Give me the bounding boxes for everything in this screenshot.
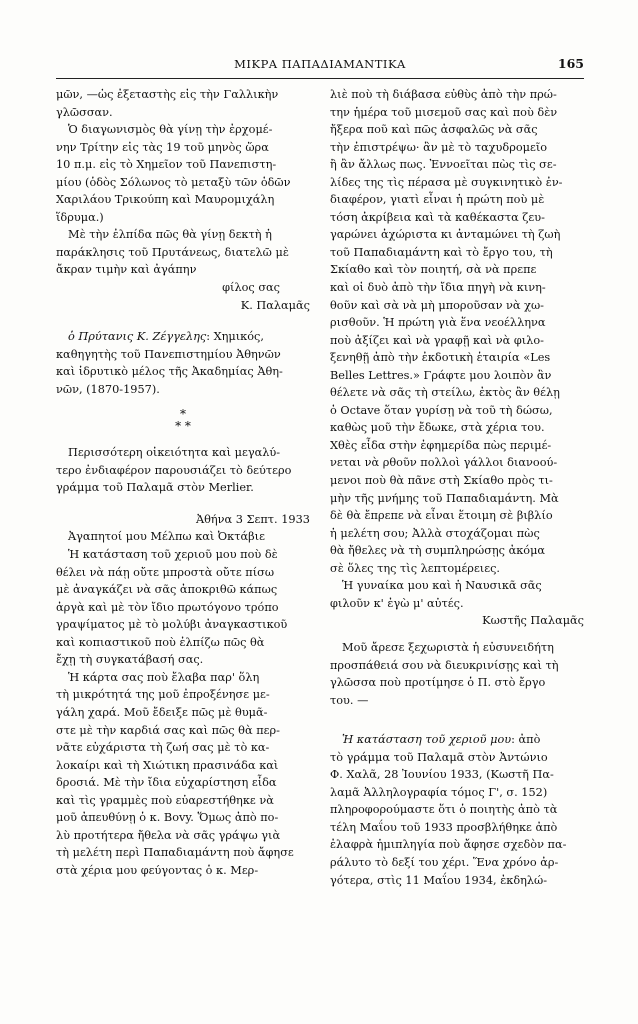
letter-signature: Κωστῆς Παλαμᾶς — [482, 614, 584, 628]
footnote-term: ὁ Πρύτανις Κ. Ζέγγελης — [68, 330, 207, 344]
footnote-line — [330, 731, 584, 749]
footnote-line: γότερα, στὶς 11 Μαΐου 1934, ἐκδηλώ- — [330, 873, 548, 887]
text-line: ἡ μελέτη σου; Ἀλλὰ στοχάζομαι πὼς — [330, 526, 540, 540]
text-line: θέλει νὰ πάῃ οὔτε μπροστὰ οὔτε πίσω — [56, 565, 275, 579]
text-line: γράμμα τοῦ Παλαμᾶ στὸν Merlier. — [56, 481, 254, 495]
footnote-term: Ἡ κατάσταση τοῦ χεριοῦ μου — [342, 733, 512, 747]
footnote-line: τέλη Μαΐου τοῦ 1933 προσβλήθηκε ἀπὸ — [330, 820, 558, 834]
running-header — [56, 57, 584, 73]
text-line: ἵδρυμα.) — [56, 210, 104, 224]
footnote-line: τὸ γράμμα τοῦ Παλαμᾶ στὸν Ἀντώνιο — [330, 750, 548, 764]
text-line: ξενηθῇ ἀπὸ τὴν ἐκδοτικὴ ἑταιρία «Les — [330, 351, 551, 365]
text-line: νην Τρίτην εἰς τὰς 19 τοῦ μηνὸς ὥρα — [56, 140, 269, 154]
text-line: διαφέρον, γιατὶ εἶναι ἡ πρώτη ποὺ μὲ — [330, 193, 545, 207]
running-title: ΜΙΚΡΑ ΠΑΠΑΔΙΑΜΑΝΤΙΚΑ — [234, 57, 406, 71]
separator-star: * — [180, 407, 186, 422]
text-line: Χαριλάου Τρικούπη καὶ Μαυρομιχάλη — [56, 193, 275, 207]
text-line: φιλοῦν κ' ἐγὼ μ' αὐτές. — [330, 596, 464, 610]
text-line: Ἀγαπητοί μου Μέλπω καὶ Ὀκτάβιε — [68, 530, 265, 544]
text-line: Belles Lettres.» Γράφτε μου λοιπὸν ἂν — [330, 368, 552, 382]
letter-signature: Κ. Παλαμᾶς — [240, 298, 310, 312]
footnote-line: ἐλαφρὰ ἡμιπληγία ποὺ ἄφησε σχεδὸν πα- — [330, 838, 567, 852]
text-line: Χθὲς εἶδα στὴν ἐφημερίδα πὼς περιμέ- — [330, 438, 552, 452]
footnote-line: λαμᾶ Ἀλληλογραφία τόμος Γ', σ. 152) — [330, 785, 548, 799]
text-line: ρισθοῦν. Ἡ πρώτη γιὰ ἕνα νεοέλληνα — [330, 316, 546, 330]
text-line: μενοι ποὺ θὰ πᾶνε στὴ Σκίαθο πρὸς τι- — [330, 474, 553, 488]
text-line: μῶν, —ὡς ἐξεταστὴς εἰς τὴν Γαλλικὴν — [56, 88, 279, 101]
text-line: μίου (ὁδὸς Σόλωνος τὸ μεταξὺ τῶν ὁδῶν — [56, 175, 291, 189]
text-line: τερο ἐνδιαφέρον παρουσιάζει τὸ δεύτερο — [56, 463, 292, 477]
text-line: γλῶσσα ποὺ προτίμησε ὁ Π. στὸ ἔργο — [330, 676, 546, 690]
footnote-line: ράλυτο τὸ δεξί του χέρι. Ἕνα χρόνο ἀρ- — [330, 855, 559, 869]
text-line: λοκαίρι καὶ τὴ Χιώτικη πρασινάδα καὶ — [56, 758, 279, 772]
text-line: τόση ἀκρίβεια καὶ τὰ καθέκαστα ζευ- — [330, 210, 545, 224]
text-line: Ἡ κατάσταση τοῦ χεριοῦ μου ποὺ δὲ — [68, 548, 278, 562]
text-line: Μοῦ ἄρεσε ξεχωριστὰ ἡ εὐσυνειδήτη — [342, 640, 554, 654]
text-line: νᾶτε εὐχάριστα τὴ ζωή σας μὲ τὸ κα- — [56, 741, 270, 755]
text-line: Σκίαθο καὶ τὸν ποιητή, σὰ νὰ πρεπε — [330, 263, 537, 277]
text-line: την ἡμέρα τοῦ μισεμοῦ σας καὶ ποὺ δὲν — [330, 105, 558, 119]
spacer — [56, 314, 310, 328]
left-column — [56, 86, 310, 879]
header-rule — [56, 78, 584, 79]
text-line: τὴ μικρότητά της μοῦ ἐπροξένησε με- — [56, 688, 270, 702]
text-line: του. — — [330, 693, 369, 707]
text-line: σὲ ὅλες της τὶς λεπτομέρειες. — [330, 561, 501, 575]
text-line: ἢ ἂν ἄλλως πως. Ἐννοεῖται πὼς τὶς σε- — [330, 158, 557, 172]
spacer — [330, 630, 584, 639]
page-number: 165 — [557, 56, 584, 71]
text-line: καὶ κοπιαστικοῦ ποὺ ἐλπίζω πῶς θὰ — [56, 635, 265, 649]
text-line: νεται νὰ ρθοῦν πολλοὶ γάλλοι διανοού- — [330, 456, 558, 470]
text-line: λιὲ ποὺ τὴ διάβασα εὐθὺς ἀπὸ τὴν πρώ- — [330, 88, 557, 101]
footnote-line: νῶν, (1870-1957). — [56, 382, 160, 396]
text-line: τοῦ Παπαδιαμάντη καὶ τὸ ἔργο του, τὴ — [330, 245, 553, 259]
letter-date: Ἀθήνα 3 Σεπτ. 1933 — [195, 512, 310, 526]
text-line: Ἡ κάρτα σας ποὺ ἔλαβα παρ' ὅλη — [68, 670, 260, 684]
text-line: παράκλησις τοῦ Πρυτάνεως, διατελῶ μὲ — [56, 245, 289, 259]
text-line: τὴ μελέτη περὶ Παπαδιαμάντη ποὺ ἄφησε — [56, 846, 294, 860]
text-line: ἤξερα ποῦ καὶ πῶς ἀσφαλῶς νὰ σᾶς — [330, 123, 538, 137]
text-line: ἀργὰ καὶ μὲ τὸν ἴδιο πρωτόγονο τρόπο — [56, 600, 279, 614]
text-line: τὴν ἐπιστρέψω· ἂν μὲ τὸ ταχυδρομεῖο — [330, 140, 548, 154]
separator-stars: * * — [175, 419, 191, 434]
text-line: γλῶσσαν. — [56, 105, 113, 119]
letter-closing: φίλος σας — [222, 281, 280, 295]
text-line: μοῦ ἀπευθύνῃ ὁ κ. Bovy. Ὅμως ἀπὸ πο- — [56, 811, 279, 825]
spacer — [330, 709, 584, 731]
text-line: Μὲ τὴν ἐλπίδα πῶς θὰ γίνῃ δεκτὴ ἡ — [68, 228, 272, 242]
text-line: μὴν τῆς μνήμης τοῦ Παπαδιαμάντη. Μὰ — [330, 491, 559, 505]
text-line: γάλη χαρά. Μοῦ ἔδειξε πῶς μὲ θυμᾶ- — [56, 705, 268, 719]
text-line: στε μὲ τὴν καρδιά σας καὶ πῶς θὰ περ- — [56, 723, 280, 737]
text-line: 10 π.μ. εἰς τὸ Χημεῖον τοῦ Πανεπιστη- — [56, 158, 277, 172]
text-line: θέλετε νὰ σᾶς τὴ στείλω, ἐκτὸς ἂν θέλῃ — [330, 386, 560, 400]
text-line: λίδες της τὶς πέρασα μὲ συγκινητικὸ ἐν- — [330, 175, 563, 189]
text-line: θὰ ἤθελες νὰ τὴ συμπληρώσῃς ἀκόμα — [330, 544, 546, 558]
text-line: ποὺ ἀξίζει καὶ νὰ γραφῇ καὶ νὰ φιλο- — [330, 333, 544, 347]
text-line: θοῦν καὶ σὰ νὰ μὴ μποροῦσαν νὰ χω- — [330, 298, 544, 312]
text-line: καὶ οἱ δυὸ ἀπὸ τὴν ἴδια πηγὴ νὰ κινη- — [330, 281, 546, 295]
text-line: γραψίματος μὲ τὸ μολύβι ἀναγκαστικοῦ — [56, 618, 288, 632]
footnote-line — [56, 328, 310, 346]
text-line: γαρώνει ἀχώριστα κι ἀνταμώνει τὴ ζωὴ — [330, 228, 561, 242]
text-line: Περισσότερη οἰκειότητα καὶ μεγαλύ- — [68, 446, 281, 460]
footnote-line: καὶ ἱδρυτικὸ μέλος τῆς Ἀκαδημίας Ἀθη- — [56, 365, 283, 379]
footnote-text: : ἀπὸ — [511, 733, 541, 747]
text-line: δροσιά. Μὲ τὴν ἴδια εὐχαρίστηση εἶδα — [56, 776, 277, 790]
text-line: προσπάθειά σου νὰ διευκρινίσῃς καὶ τὴ — [330, 658, 559, 672]
text-line: Ὁ διαγωνισμὸς θὰ γίνῃ τὴν ἐρχομέ- — [68, 123, 273, 137]
footnote-text: : Χημικός, — [206, 330, 264, 344]
section-separator — [56, 408, 310, 432]
footnote-line: Φ. Χαλᾶ, 28 Ἰουνίου 1933, (Κωστῆ Πα- — [330, 768, 554, 782]
text-line: καθὼς μοῦ τὴν ἔδωκε, στὰ χέρια του. — [330, 421, 545, 435]
text-line: ἄκραν τιμὴν καὶ ἀγάπην — [56, 263, 197, 277]
text-line: δὲ θὰ ἔπρεπε νὰ εἶναι ἕτοιμη σὲ βιβλίο — [330, 509, 553, 523]
text-line: μὲ ἀναγκάζει νὰ σᾶς ἀποκριθῶ κάπως — [56, 583, 278, 597]
text-line: στὰ χέρια μου φεύγοντας ὁ κ. Μερ- — [56, 863, 259, 877]
text-line: Ἡ γυναίκα μου καὶ ἡ Ναυσικᾶ σᾶς — [342, 579, 542, 593]
text-line: ἔχῃ τὴ συγκατάβασή σας. — [56, 653, 204, 667]
text-line: λὺ προτήτερα ἤθελα νὰ σᾶς γράψω γιὰ — [56, 828, 281, 842]
right-column — [330, 86, 584, 889]
text-line: ὁ Octave ὅταν γυρίσῃ νὰ τοῦ τὴ δώσω, — [330, 403, 553, 417]
spacer — [56, 497, 310, 511]
footnote-line: πληροφορούμαστε ὅτι ὁ ποιητὴς ἀπὸ τὰ — [330, 803, 558, 817]
text-line: καὶ τὶς γραμμὲς ποὺ εὐαρεστήθηκε νὰ — [56, 793, 274, 807]
footnote-line: καθηγητὴς τοῦ Πανεπιστημίου Ἀθηνῶν — [56, 347, 281, 361]
